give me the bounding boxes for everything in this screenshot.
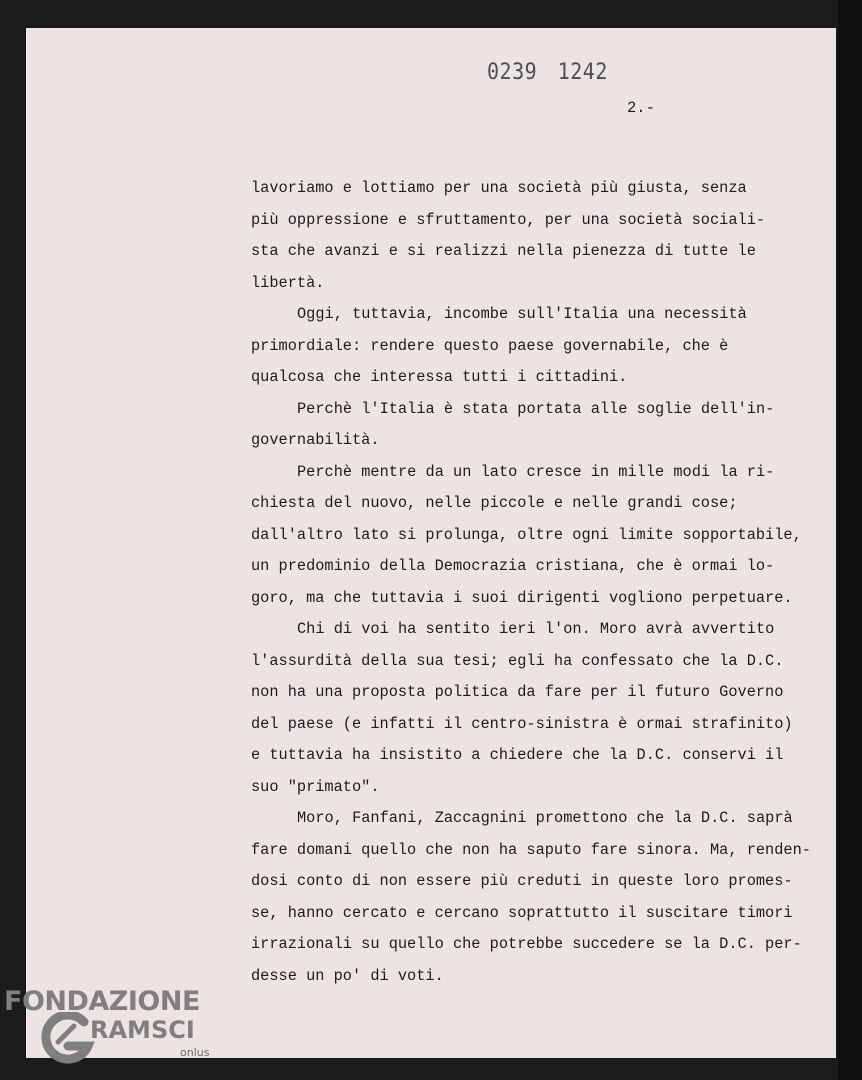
text-line: goro, ma che tuttavia i suoi dirigenti vogliono perpetuare. — [251, 588, 793, 607]
text-line: suo "primato". — [251, 777, 380, 796]
page-number: 2.- — [627, 99, 655, 117]
fondazione-gramsci-watermark — [4, 986, 224, 1080]
text-line: un predominio della Democrazia cristiana, che è ormai lo- — [251, 557, 775, 575]
text-line: desse un po' di voti. — [251, 966, 444, 985]
text-line: se, hanno cercato e cercano soprattutto il suscitare timori — [251, 903, 793, 922]
scanner-frame — [838, 0, 862, 1080]
text-line: libertà. — [251, 273, 325, 292]
gramsci-g-logo-icon — [38, 1012, 96, 1064]
text-line: non ha una proposta politica da fare per il futuro Governo — [251, 683, 784, 701]
text-line: dosi conto di non essere più creduti in queste loro promes- — [251, 872, 793, 890]
text-line: primordiale: rendere questo paese governabile, che è — [251, 336, 729, 355]
body-text — [251, 176, 831, 995]
text-line: sta che avanzi e si realizzi nella pienezza di tutte le — [251, 242, 756, 260]
text-line: lavoriamo e lottiamo per una società più giusta, senza — [251, 179, 747, 197]
text-line: irrazionali su quello che potrebbe succedere se la D.C. per- — [251, 935, 802, 953]
text-line: del paese (e infatti il centro-sinistra è ormai strafinito) — [251, 714, 793, 733]
archive-number: 0239 1242 — [487, 57, 608, 85]
text-line: Moro, Fanfani, Zaccagnini promettono che la D.C. saprà — [297, 809, 793, 827]
text-line: qualcosa che interessa tutti i cittadini. — [251, 368, 628, 386]
watermark-line1: FONDAZIONE — [4, 986, 200, 1017]
text-line: Chi di voi ha sentito ieri l'on. Moro avrà avvertito — [297, 620, 775, 638]
text-line: Perchè l'Italia è stata portata alle soglie dell'in- — [297, 399, 775, 418]
watermark-line2: RAMSCI — [90, 1016, 195, 1044]
text-line: e tuttavia ha insistito a chiedere che la D.C. conservi il — [251, 746, 784, 764]
watermark-suffix: onlus — [180, 1046, 210, 1059]
text-line: l'assurdità della sua tesi; egli ha confessato che la D.C. — [251, 651, 784, 670]
text-line: chiesta del nuovo, nelle piccole e nelle grandi cose; — [251, 494, 738, 512]
text-line: governabilità. — [251, 431, 380, 449]
text-line: Oggi, tuttavia, incombe sull'Italia una necessità — [297, 305, 747, 323]
text-line: dall'altro lato si prolunga, oltre ogni limite sopportabile, — [251, 525, 802, 544]
text-line: più oppressione e sfruttamento, per una società sociali- — [251, 210, 766, 229]
text-line: fare domani quello che non ha saputo fare sinora. Ma, renden- — [251, 840, 811, 859]
text-line: Perchè mentre da un lato cresce in mille modi la ri- — [297, 462, 775, 481]
